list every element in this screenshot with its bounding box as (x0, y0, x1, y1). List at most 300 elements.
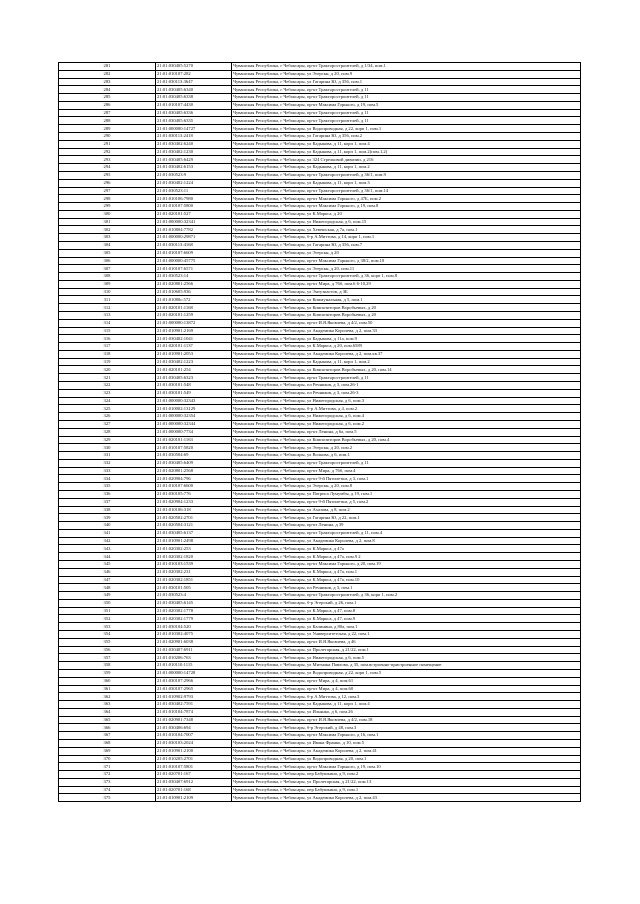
cadastral-number-cell: 21:01:030113:2418 (156, 133, 232, 141)
address-cell: Чувашская Республика, г Чебоксары, пр-кт Максима Горького, д 19, пом.5 (232, 101, 581, 109)
address-cell: Чувашская Республика, г Чебоксары, пр-кт Тракторостроителей, д 36, корп 1, пом.2 (232, 592, 581, 600)
address-cell: Чувашская Республика, г Чебоксары, пр-кт Максима Горького, д 16, пом.1 (232, 732, 581, 740)
address-cell: Чувашская Республика, г Чебоксары, ул 324 Стрелковой дивизии, д 216 (232, 156, 581, 164)
address-cell: Чувашская Республика, г Чебоксары, ул Кадыкова, д 11, корп 1, пом.4 (232, 701, 581, 709)
address-cell: Чувашская Республика, г Чебоксары, ул Академика Королева, д 2, пом.41 (232, 747, 581, 755)
address-cell: Чувашская Республика, г Чебоксары, ул Эгерскн, д 20, пом.9 (232, 70, 581, 78)
address-cell: Чувашская Республика, г Чебоксары, ул К.Маркса, д 47а, пом.10 (232, 576, 581, 584)
cadastral-number-cell: 21:01:030101:505 (156, 584, 232, 592)
table-row (59, 755, 581, 763)
cadastral-number-cell: 21:01:010104:7007 (156, 732, 232, 740)
row-number-cell: 340 (59, 522, 156, 530)
row-number-cell: 313 (59, 312, 156, 320)
address-cell: Чувашская Республика, г Чебоксары, пр-кт Максима Горького, д 19, пом.10 (232, 763, 581, 771)
row-number-cell: 293 (59, 156, 156, 164)
row-number-cell: 318 (59, 350, 156, 358)
row-number-cell: 319 (59, 358, 156, 366)
cadastral-number-cell: 21:01:030402:1224 (156, 179, 232, 187)
address-cell: Чувашская Республика, г Чебоксары, пр-кт 9-й Пятилетки, д 3, пом.1 (232, 475, 581, 483)
cadastral-number-cell: 21:01:030113:3647 (156, 78, 232, 86)
table-row (59, 545, 581, 553)
row-number-cell: 316 (59, 335, 156, 343)
cadastral-number-cell: 21:01:030105:776 (156, 490, 232, 498)
address-cell: Чувашская Республика, г Чебоксары, ул Нижегородская, д 6, пом.15 (232, 218, 581, 226)
address-cell: Чувашская Республика, г Чебоксары, ул К.Маркса, д 47, пом.9 (232, 615, 581, 623)
row-number-cell: 310 (59, 288, 156, 296)
address-cell: Чувашская Республика, г Чебоксары, б-р А.Миттова, д 12, пом.3 (232, 693, 581, 701)
cadastral-number-cell: 21:01:000000:45775 (156, 257, 232, 265)
row-number-cell: 368 (59, 739, 156, 747)
address-cell: Чувашская Республика, г Чебоксары, ул Волкова, д 6, пом.1 (232, 452, 581, 460)
table-row (59, 273, 581, 281)
address-cell: Чувашская Республика, г Чебоксары, ул К.Маркса, д 47а, пом.9 2 (232, 553, 581, 561)
cadastral-number-cell: 21:01:020901:7348 (156, 716, 232, 724)
table-row (59, 483, 581, 491)
address-cell: Чувашская Республика, г Чебоксары, ул Академика Королева, д 2, пом.43 (232, 794, 581, 802)
address-cell: Чувашская Республика, г Чебоксары, пр-кт Мира, д 4, пом.61 (232, 677, 581, 685)
address-cell: Чувашская Республика, г Чебоксары, пр-кт И.Я.Яковлева, д 4/2, пом.18 (232, 716, 581, 724)
row-number-cell: 283 (59, 78, 156, 86)
address-cell: Чувашская Республика, г Чебоксары, пр-кт Тракторостроителей, д 11 (232, 94, 581, 102)
address-cell: Чувашская Республика, г Чебоксары, пр-кт Тракторостроителей, д 11, пом.4 (232, 529, 581, 537)
table-row (59, 210, 581, 218)
table-row (59, 343, 581, 351)
cadastral-number-cell: 21:01:030101:548 (156, 382, 232, 390)
row-number-cell: 355 (59, 638, 156, 646)
table-row (59, 187, 581, 195)
cadastral-number-cell: 21:01:010107:4430 (156, 101, 232, 109)
table-row (59, 708, 581, 716)
table-row (59, 234, 581, 242)
cadastral-number-cell: 21:01:010002:13129 (156, 405, 232, 413)
cadastral-number-cell: 21:01:030113:4168 (156, 241, 232, 249)
cadastral-number-cell: 21:01:010901:2053 (156, 350, 232, 358)
row-number-cell: 334 (59, 475, 156, 483)
row-number-cell: 298 (59, 195, 156, 203)
table-row (59, 452, 581, 460)
cadastral-number-cell: 21:01:020101:1137 (156, 343, 232, 351)
cadastral-number-cell: 21:01:010107:6609 (156, 249, 232, 257)
row-number-cell: 367 (59, 732, 156, 740)
cadastral-number-cell: 21:01:030402:7591 (156, 701, 232, 709)
row-number-cell: 320 (59, 366, 156, 374)
row-number-cell: 311 (59, 296, 156, 304)
row-number-cell: 351 (59, 607, 156, 615)
cadastral-number-cell: 21:01:030402:1230 (156, 148, 232, 156)
cadastral-number-cell: 21:01:020101:1259 (156, 312, 232, 320)
table-row (59, 459, 581, 467)
address-cell: Чувашская Республика, г Чебоксары, пр-кт Максима Горького, д 38/2, пом.10 (232, 257, 581, 265)
cadastral-number-cell: 21:01:010605:936 (156, 288, 232, 296)
table-row (59, 763, 581, 771)
row-number-cell: 336 (59, 490, 156, 498)
address-cell: Чувашская Республика, г Чебоксары, пер Бабушкина, д 9, пом.2 (232, 771, 581, 779)
row-number-cell: 354 (59, 631, 156, 639)
table-row (59, 778, 581, 786)
row-number-cell: 306 (59, 257, 156, 265)
row-number-cell: 364 (59, 708, 156, 716)
table-row (59, 265, 581, 273)
cadastral-number-cell: 21:01:030402:6153 (156, 164, 232, 172)
address-cell: Чувашская Республика, г Чебоксары, ул Композиторов Воробьевых, д 20, пом.14 (232, 366, 581, 374)
table-row (59, 436, 581, 444)
cadastral-number-cell: 21:01:010107:5820 (156, 444, 232, 452)
row-number-cell: 345 (59, 561, 156, 569)
address-cell: Чувашская Республика, г Чебоксары, пр-кт Максима Горького, д 47Б, пом.2 (232, 195, 581, 203)
cadastral-number-cell: 21:01:020101:1168 (156, 304, 232, 312)
row-number-cell: 328 (59, 428, 156, 436)
address-cell: Чувашская Республика, г Чебоксары, пр-кт И.Я.Яковлева, д 46 (232, 638, 581, 646)
table-row (59, 584, 581, 592)
address-cell: Чувашская Республика, г Чебоксары, пл Речников, д 3, пом.1 (232, 584, 581, 592)
cadastral-number-cell: 21:01:010302:4075 (156, 631, 232, 639)
address-cell: Чувашская Республика, г Чебоксары, ул Гагарина Ю, д 356, пом.1 (232, 78, 581, 86)
table-row (59, 382, 581, 390)
address-cell: Чувашская Республика, г Чебоксары, ул Ахазова, д 8, пом.2 (232, 506, 581, 514)
table-row (59, 724, 581, 732)
row-number-cell: 282 (59, 70, 156, 78)
table-row (59, 358, 581, 366)
address-cell: Чувашская Республика, г Чебоксары, ул Кадыкова, д 11, корп 1, пом.2 (232, 164, 581, 172)
cadastral-number-cell: 21:01:020801:2568 (156, 467, 232, 475)
cadastral-number-cell: 21:01:030104:520 (156, 623, 232, 631)
cadastral-number-cell: 21:01:000000:14727 (156, 125, 232, 133)
table-row (59, 701, 581, 709)
cadastral-number-cell: 21:01:010205:2701 (156, 755, 232, 763)
row-number-cell: 291 (59, 140, 156, 148)
row-number-cell: 371 (59, 763, 156, 771)
address-cell: Чувашская Республика, г Чебоксары, пр-кт Тракторостроителей, д 11 (232, 374, 581, 382)
cadastral-number-cell: 21:01:030402:1041 (156, 335, 232, 343)
row-number-cell: 305 (59, 249, 156, 257)
cadastral-number-cell: 21:01:030402:6240 (156, 140, 232, 148)
row-number-cell: 287 (59, 109, 156, 117)
row-number-cell: 331 (59, 452, 156, 460)
table-row (59, 490, 581, 498)
table-row (59, 475, 581, 483)
address-cell: Чувашская Республика, г Чебоксары, ул Кадыкова, д 11, корп 1, пом.4 (232, 140, 581, 148)
table-row (59, 420, 581, 428)
address-cell: Чувашская Республика, г Чебоксары, ул Гагарина Ю, д 22, пом.1 (232, 514, 581, 522)
row-number-cell: 362 (59, 693, 156, 701)
cadastral-number-cell: 21:01:030523:14 (156, 273, 232, 281)
row-number-cell: 281 (59, 63, 156, 71)
row-number-cell: 353 (59, 623, 156, 631)
table-row (59, 631, 581, 639)
cadastral-number-cell: 21:01:01080с:572 (156, 296, 232, 304)
cadastral-number-cell: 21:01:020904:1233 (156, 498, 232, 506)
table-row (59, 467, 581, 475)
row-number-cell: 294 (59, 164, 156, 172)
row-number-cell: 289 (59, 125, 156, 133)
address-cell: Чувашская Республика, г Чебоксары, пр-кт 9-й Пятилетки, д 5, пом.2 (232, 498, 581, 506)
cadastral-number-cell: 21:01:020502:2701 (156, 514, 232, 522)
table-row (59, 63, 581, 71)
cadastral-number-cell: 21:01:000000:32341 (156, 218, 232, 226)
address-cell: Чувашская Республика, г Чебоксары, ул Университетская, д 22, пом.1 (232, 631, 581, 639)
row-number-cell: 338 (59, 506, 156, 514)
table-row (59, 506, 581, 514)
row-number-cell: 337 (59, 498, 156, 506)
address-cell: Чувашская Республика, г Чебоксары, ул Академика Королева, д 2, пом.33 (232, 327, 581, 335)
table-row (59, 171, 581, 179)
address-cell: Чувашская Республика, г Чебоксары, ул Митмана Павлова, д 35, пом.встроенно-пристроенное помещение (232, 662, 581, 670)
row-number-cell: 314 (59, 319, 156, 327)
address-cell: Чувашская Республика, г Чебоксары, ул Кадыкова, д 11, корп 1, пом.2(пом.1,2) (232, 148, 581, 156)
table-row (59, 304, 581, 312)
cadastral-number-cell: 21:01:020302:253 (156, 545, 232, 553)
address-cell: Чувашская Республика, г Чебоксары, пр-кт Тракторостроителей, д 11 (232, 86, 581, 94)
table-row (59, 78, 581, 86)
cadastral-number-cell: 21:01:010804:7782 (156, 226, 232, 234)
row-number-cell: 326 (59, 413, 156, 421)
cadastral-number-cell: 21:01:020701:168 (156, 786, 232, 794)
address-cell: Чувашская Республика, г Чебоксары, ул К.Маркса, д 47а, пом.1 (232, 568, 581, 576)
row-number-cell: 360 (59, 677, 156, 685)
cadastral-number-cell: 21:01:010107:6571 (156, 265, 232, 273)
cadastral-number-cell: 21:01:030405:6137 (156, 529, 232, 537)
table-row (59, 249, 581, 257)
table-row (59, 553, 581, 561)
table-row (59, 125, 581, 133)
table-row (59, 794, 581, 802)
cadastral-number-cell: 21:01:030101:549 (156, 389, 232, 397)
table-row (59, 350, 581, 358)
row-number-cell: 341 (59, 529, 156, 537)
cadastral-number-cell: 21:01:030504:69 (156, 452, 232, 460)
table-row (59, 747, 581, 755)
row-number-cell: 350 (59, 599, 156, 607)
cadastral-number-cell: 21:01:030402:1223 (156, 358, 232, 366)
table-row (59, 576, 581, 584)
cadastral-number-cell: 21:01:030407:6911 (156, 646, 232, 654)
cadastral-number-cell: 21:01:030103:2024 (156, 739, 232, 747)
cadastral-number-cell: 21:01:010107:5801 (156, 763, 232, 771)
table-row (59, 101, 581, 109)
address-cell: Чувашская Республика, г Чебоксары, ул К.Маркса, д 20 (232, 210, 581, 218)
address-cell: Чувашская Республика, г Чебоксары, ул К.Маркса, д 20, пом.6589 (232, 343, 581, 351)
cadastral-number-cell: 21:01:010206:763 (156, 654, 232, 662)
row-number-cell: 374 (59, 786, 156, 794)
table-row (59, 94, 581, 102)
table-row (59, 257, 581, 265)
row-number-cell: 295 (59, 171, 156, 179)
row-number-cell: 373 (59, 778, 156, 786)
table-row (59, 327, 581, 335)
cadastral-number-cell: 21:01:020302:1779 (156, 615, 232, 623)
cadastral-number-cell: 21:01:030107:2965 (156, 685, 232, 693)
row-number-cell: 342 (59, 537, 156, 545)
table-row (59, 140, 581, 148)
cadastral-number-cell: 21:01:030405:6336 (156, 109, 232, 117)
row-number-cell: 299 (59, 203, 156, 211)
table-row (59, 662, 581, 670)
cadastral-number-cell: 21:01:020801:2566 (156, 280, 232, 288)
address-cell: Чувашская Республика, г Чебоксары, ул Ильянко, д 6, пом.26 (232, 708, 581, 716)
registry-sheet (58, 62, 580, 802)
address-cell: Чувашская Республика, г Чебоксары, пр-кт Мира, д 76б, пом.6 6-10,29 (232, 280, 581, 288)
table-row (59, 623, 581, 631)
row-number-cell: 315 (59, 327, 156, 335)
row-number-cell: 290 (59, 133, 156, 141)
cadastral-number-cell: 21:01:030405:6340 (156, 86, 232, 94)
table-row (59, 156, 581, 164)
address-cell: Чувашская Республика, г Чебоксары, б-р А.Миттова, д 14, корп 1, пом.1 (232, 234, 581, 242)
cadastral-number-cell: 21:01:030405:6335 (156, 117, 232, 125)
table-row (59, 413, 581, 421)
cadastral-number-cell: 21:01:010902:9793 (156, 693, 232, 701)
cadastral-number-cell: 21:01:000000:32343 (156, 397, 232, 405)
address-cell: Чувашская Республика, г Чебоксары, ул Нижегородская, д 6, пом.5 (232, 654, 581, 662)
cadastral-number-cell: 21:01:030523:9 (156, 171, 232, 179)
row-number-cell: 375 (59, 794, 156, 802)
table-row (59, 366, 581, 374)
address-cell: Чувашская Республика, г Чебоксары, ул Академика Королева, д 2, пом.кв.37 (232, 350, 581, 358)
address-cell: Чувашская Республика, г Чебоксары, пр-кт Тракторостроителей, д 36/1, пом.9 (232, 171, 581, 179)
row-number-cell: 288 (59, 117, 156, 125)
table-row (59, 280, 581, 288)
row-number-cell: 284 (59, 86, 156, 94)
cadastral-number-cell: 21:01:010901:2169 (156, 327, 232, 335)
cadastral-number-cell: 21:01:000000:7734 (156, 428, 232, 436)
address-cell: Чувашская Республика, г Чебоксары, пр-кт Тракторостроителей, д 1/34, пом.1 (232, 63, 581, 71)
table-row (59, 771, 581, 779)
table-row (59, 226, 581, 234)
table-row (59, 335, 581, 343)
address-cell: Чувашская Республика, г Чебоксары, б-р А.Миттова, д 4, пом.2 (232, 405, 581, 413)
address-cell: Чувашская Республика, г Чебоксары, ул Водопроводная, д 22, корп 1, пом.5 (232, 669, 581, 677)
cadastral-number-cell: 21:01:030405:6323 (156, 374, 232, 382)
row-number-cell: 333 (59, 467, 156, 475)
cadastral-number-cell: 21:01:020904:796 (156, 475, 232, 483)
cadastral-number-cell: 21:01:020101:1163 (156, 436, 232, 444)
table-row (59, 599, 581, 607)
row-number-cell: 348 (59, 584, 156, 592)
table-row (59, 241, 581, 249)
cadastral-number-cell: 21:01:000000:13872 (156, 319, 232, 327)
address-cell: Чувашская Республика, г Чебоксары, пр-кт Мира, д 4, пом.60 (232, 685, 581, 693)
row-number-cell: 372 (59, 771, 156, 779)
row-number-cell: 304 (59, 241, 156, 249)
cadastral-number-cell: 21:01:000000:29871 (156, 234, 232, 242)
row-number-cell: 300 (59, 210, 156, 218)
address-cell: Чувашская Республика, г Чебоксары, ул Водопроводная, д 20, пом.1 (232, 755, 581, 763)
table-row (59, 638, 581, 646)
row-number-cell: 370 (59, 755, 156, 763)
table-row (59, 654, 581, 662)
row-number-cell: 356 (59, 646, 156, 654)
row-number-cell: 358 (59, 662, 156, 670)
row-number-cell: 361 (59, 685, 156, 693)
address-cell: Чувашская Республика, г Чебоксары, ул Кадыкова, д 11, корп 1, пом.3 (232, 179, 581, 187)
address-cell: Чувашская Республика, г Чебоксары, ул Композиторов Воробьевых, д 20 (232, 304, 581, 312)
table-row (59, 374, 581, 382)
cadastral-number-cell: 21:01:020504:3121 (156, 522, 232, 530)
cadastral-number-cell: 21:01:020101:254 (156, 366, 232, 374)
row-number-cell: 347 (59, 576, 156, 584)
table-row (59, 677, 581, 685)
cadastral-number-cell: 21:01:010110:1115 (156, 662, 232, 670)
address-cell: Чувашская Республика, г Чебоксары, пр-кт Тракторостроителей, д 11 (232, 109, 581, 117)
row-number-cell: 301 (59, 218, 156, 226)
cadastral-number-cell: 21:01:010107:6600 (156, 483, 232, 491)
address-cell: Чувашская Республика, г Чебоксары, ул Кадыкова, д 11, корп 1, пом.2 (232, 358, 581, 366)
address-cell: Чувашская Республика, г Чебоксары, ул Водопроводная, д 22, корп 1, пом.1 (232, 125, 581, 133)
row-number-cell: 343 (59, 545, 156, 553)
address-cell: Чувашская Республика, г Чебоксары, пр-кт Тракторостроителей, д 11 (232, 117, 581, 125)
address-cell: Чувашская Республика, г Чебоксары, пр-кт Ленина, д 6а, пом.5 (232, 428, 581, 436)
address-cell: Чувашская Республика, г Чебоксары, пр-кт Тракторостроителей, д 36/1, пом.14 (232, 187, 581, 195)
row-number-cell: 344 (59, 553, 156, 561)
table-row (59, 195, 581, 203)
property-registry-table (58, 62, 581, 802)
table-row (59, 288, 581, 296)
cadastral-number-cell: 21:01:020302:1820 (156, 553, 232, 561)
table-row (59, 312, 581, 320)
table-row (59, 133, 581, 141)
row-number-cell: 349 (59, 592, 156, 600)
row-number-cell: 369 (59, 747, 156, 755)
table-row (59, 693, 581, 701)
table-row (59, 529, 581, 537)
address-cell: Чувашская Республика, г Чебоксары, пер Бабушкина, д 9, пом.1 (232, 786, 581, 794)
table-row (59, 70, 581, 78)
address-cell: Чувашская Республика, г Чебоксары, пл Речников, д 3, пом.26-3 (232, 389, 581, 397)
row-number-cell: 325 (59, 405, 156, 413)
cadastral-number-cell: 21:01:020302:1778 (156, 607, 232, 615)
row-number-cell: 332 (59, 459, 156, 467)
table-row (59, 561, 581, 569)
table-row (59, 164, 581, 172)
table-row (59, 405, 581, 413)
address-cell: Чувашская Республика, г Чебоксары, ул Гагарина Ю, д 356, пом.7 (232, 241, 581, 249)
table-row (59, 109, 581, 117)
address-cell: Чувашская Республика, г Чебоксары, ул Калинина, д 80а, пом.1 (232, 623, 581, 631)
cadastral-number-cell: 21:01:020101:527 (156, 210, 232, 218)
table-row (59, 397, 581, 405)
row-number-cell: 359 (59, 669, 156, 677)
cadastral-number-cell: 21:01:030405:6429 (156, 156, 232, 164)
table-row (59, 522, 581, 530)
table-row (59, 179, 581, 187)
row-number-cell: 365 (59, 716, 156, 724)
row-number-cell: 309 (59, 280, 156, 288)
address-cell: Чувашская Республика, г Чебоксары, б-р Эгерский, д 48, пом.3 (232, 724, 581, 732)
table-body (59, 63, 581, 802)
address-cell: Чувашская Республика, г Чебоксары, ул Нижегородская, д 6, пом.4 (232, 413, 581, 421)
row-number-cell: 296 (59, 179, 156, 187)
table-row (59, 646, 581, 654)
table-row (59, 739, 581, 747)
cadastral-number-cell: 21:01:010901:2100 (156, 747, 232, 755)
row-number-cell: 363 (59, 701, 156, 709)
address-cell: Чувашская Республика, г Чебоксары, ул Патриса Лумумбы, д 19, пом.1 (232, 490, 581, 498)
table-row (59, 218, 581, 226)
table-row (59, 514, 581, 522)
cadastral-number-cell: 21:01:020901:6038 (156, 638, 232, 646)
cadastral-number-cell: 21:01:030523:11 (156, 187, 232, 195)
table-row (59, 786, 581, 794)
table-row (59, 117, 581, 125)
cadastral-number-cell: 21:01:030406:694 (156, 724, 232, 732)
cadastral-number-cell: 21:01:010901:2498 (156, 537, 232, 545)
row-number-cell: 366 (59, 724, 156, 732)
address-cell: Чувашская Республика, г Чебоксары, ул Эгерскн, д 20, пом.11 (232, 265, 581, 273)
row-number-cell: 327 (59, 420, 156, 428)
cadastral-number-cell: 21:01:030407:6912 (156, 778, 232, 786)
address-cell: Чувашская Республика, г Чебоксары, ул Гагарина Ю, д 356, пом.2 (232, 133, 581, 141)
table-row (59, 389, 581, 397)
